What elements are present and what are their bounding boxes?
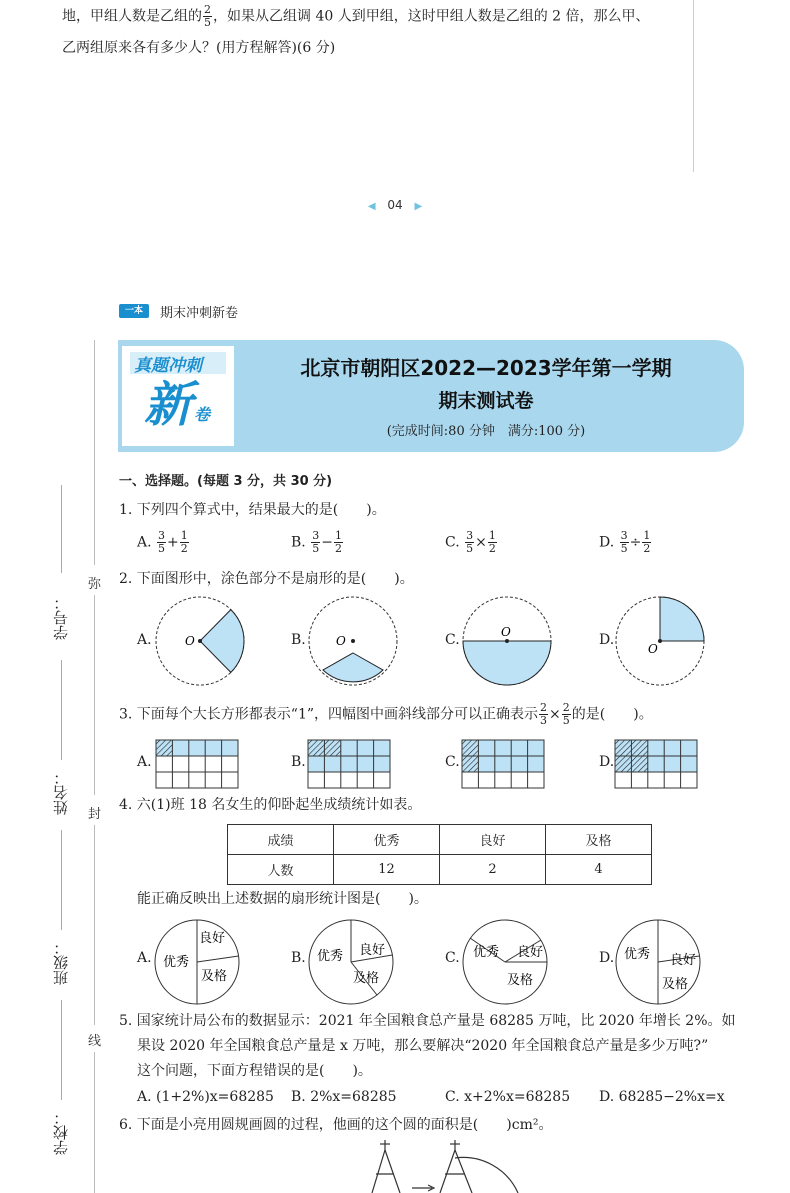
q3-label-d: D. — [599, 754, 615, 770]
question-4-sub: 能正确反映出上述数据的扇形统计图是( )。 — [137, 891, 428, 907]
exam-time-info: (完成时间:80 分钟 满分:100 分) — [386, 424, 586, 439]
school-label: 学校： — [52, 1110, 70, 1155]
table-cell: 12 — [333, 855, 439, 885]
seal-char: 线 — [88, 1034, 102, 1049]
svg-text:良好: 良好 — [517, 945, 544, 960]
question-4-stem: 4. 六(1)班 18 名女生的仰卧起坐成绩统计如表。 — [119, 797, 422, 813]
q1-option-c: C. $\frac{3}{5}$ × $\frac{1}{2}$ — [445, 529, 496, 555]
q4-label-d: D. — [599, 950, 615, 966]
seal-char: 封 — [88, 807, 102, 822]
svg-text:O: O — [648, 642, 658, 656]
exam-title: 北京市朝阳区2022—2023学年第一学期 — [300, 356, 672, 380]
q5-option-b: B. 2%x=68285 — [291, 1089, 397, 1105]
svg-text:良好: 良好 — [359, 943, 386, 958]
q2-figure-a — [150, 595, 250, 687]
svg-text:优秀: 优秀 — [317, 949, 344, 964]
question-3-stem: 3. 下面每个大长方形都表示“1”，四幅图中画斜线部分可以正确表示 $\frac{2}{3}$ × $\frac{2}{5}$ 的是( )。 — [119, 701, 653, 727]
q3-grid-b — [307, 739, 391, 789]
prev-page-border — [693, 0, 694, 172]
q4-pie-d — [614, 918, 702, 1006]
q4-pie-c — [461, 918, 549, 1006]
question-2-stem: 2. 下面图形中，涂色部分不是扇形的是( )。 — [119, 571, 414, 587]
page-number: 04 — [387, 198, 403, 212]
table-row-label: 人数 — [228, 855, 334, 885]
prev-arrow-icon: ◀ — [367, 201, 376, 212]
svg-text:良好: 良好 — [199, 931, 226, 946]
banner-tag-text: 真题冲刺 — [134, 356, 202, 376]
compass-figure — [360, 1140, 540, 1193]
question-5-line2: 果设 2020 年全国粮食总产量是 x 万吨，那么要解决“2020 年全国粮食总产量是多少万吨?” — [137, 1038, 709, 1054]
fraction: $\frac{2}{5}$ — [204, 3, 211, 29]
table-header: 优秀 — [333, 825, 439, 855]
q5-option-a: A. (1+2%)x=68285 — [137, 1089, 274, 1105]
q2-label-c: C. — [445, 632, 460, 648]
q3-label-c: C. — [445, 754, 460, 770]
q2-label-b: B. — [291, 632, 306, 648]
q3-label-b: B. — [291, 754, 306, 770]
svg-text:O: O — [336, 634, 346, 648]
prev-question-line2: 乙两组原来各有多少人？(用方程解答)(6 分) — [62, 40, 336, 56]
q2-figure-b — [303, 595, 403, 687]
svg-text:优秀: 优秀 — [163, 955, 190, 970]
table-cell: 2 — [440, 855, 546, 885]
q3-grid-c — [461, 739, 545, 789]
svg-text:及格: 及格 — [507, 973, 534, 988]
svg-text:优秀: 优秀 — [473, 945, 500, 960]
score-table — [227, 824, 652, 885]
seal-char: 弥 — [88, 577, 102, 592]
q4-pie-b — [307, 918, 395, 1006]
banner-tag-small: 卷 — [194, 405, 211, 424]
q4-label-c: C. — [445, 950, 460, 966]
q1-option-d: D. $\frac{3}{5}$ ÷ $\frac{1}{2}$ — [599, 529, 651, 555]
svg-text:良好: 良好 — [670, 953, 697, 968]
table-header: 良好 — [440, 825, 546, 855]
question-6-stem: 6. 下面是小亮用圆规画圆的过程，他画的这个圆的面积是( )cm²。 — [119, 1117, 553, 1133]
student-id-label: 学号： — [52, 595, 70, 640]
q2-label-d: D. — [599, 632, 615, 648]
svg-text:O: O — [185, 634, 195, 648]
question-5-line1: 5. 国家统计局公布的数据显示：2021 年全国粮食总产量是 68285 万吨，比 2020 年增长 2%。如 — [119, 1013, 736, 1029]
page-number-nav — [320, 198, 470, 212]
q4-label-b: B. — [291, 950, 306, 966]
q5-option-d: D. 68285−2%x=x — [599, 1089, 725, 1105]
exam-subtitle: 期末测试卷 — [438, 390, 534, 412]
table-cell: 4 — [545, 855, 651, 885]
svg-text:及格: 及格 — [662, 977, 689, 992]
q4-label-a: A. — [137, 950, 152, 966]
question-5-line3: 这个问题，下面方程错误的是( )。 — [137, 1063, 372, 1079]
section-heading: 一、选择题。(每题 3 分，共 30 分) — [119, 474, 333, 489]
q4-pie-a — [153, 918, 241, 1006]
banner-tag-big: 新 — [144, 377, 193, 433]
brand-badge: 一本 — [119, 304, 149, 318]
q3-label-a: A. — [137, 754, 152, 770]
q5-option-c: C. x+2%x=68285 — [445, 1089, 571, 1105]
prev-question-line1: 地，甲组人数是乙组的 $\frac{2}{5}$ ，如果从乙组调 40 人到甲组，这时甲组人数是乙组的 2 倍，那么甲、 — [62, 3, 650, 29]
next-arrow-icon: ▶ — [414, 201, 423, 212]
svg-text:O: O — [501, 625, 511, 639]
svg-text:及格: 及格 — [201, 969, 228, 984]
banner-tag-box — [122, 346, 234, 446]
q2-figure-c — [457, 595, 557, 687]
series-title: 期末冲刺新卷 — [160, 306, 239, 321]
class-label: 班级： — [52, 940, 70, 985]
q3-grid-d — [614, 739, 698, 789]
q3-grid-a — [155, 739, 239, 789]
q2-figure-d — [610, 595, 710, 687]
q1-option-b: B. $\frac{3}{5}$ − $\frac{1}{2}$ — [291, 529, 342, 555]
q2-label-a: A. — [137, 632, 152, 648]
svg-text:及格: 及格 — [353, 971, 380, 986]
q1-option-a: A. $\frac{3}{5}$ + $\frac{1}{2}$ — [137, 529, 188, 555]
name-label: 姓名： — [52, 770, 70, 815]
table-header: 成绩 — [228, 825, 334, 855]
table-header: 及格 — [545, 825, 651, 855]
question-1-stem: 1. 下列四个算式中，结果最大的是( )。 — [119, 502, 386, 518]
svg-text:优秀: 优秀 — [624, 947, 651, 962]
